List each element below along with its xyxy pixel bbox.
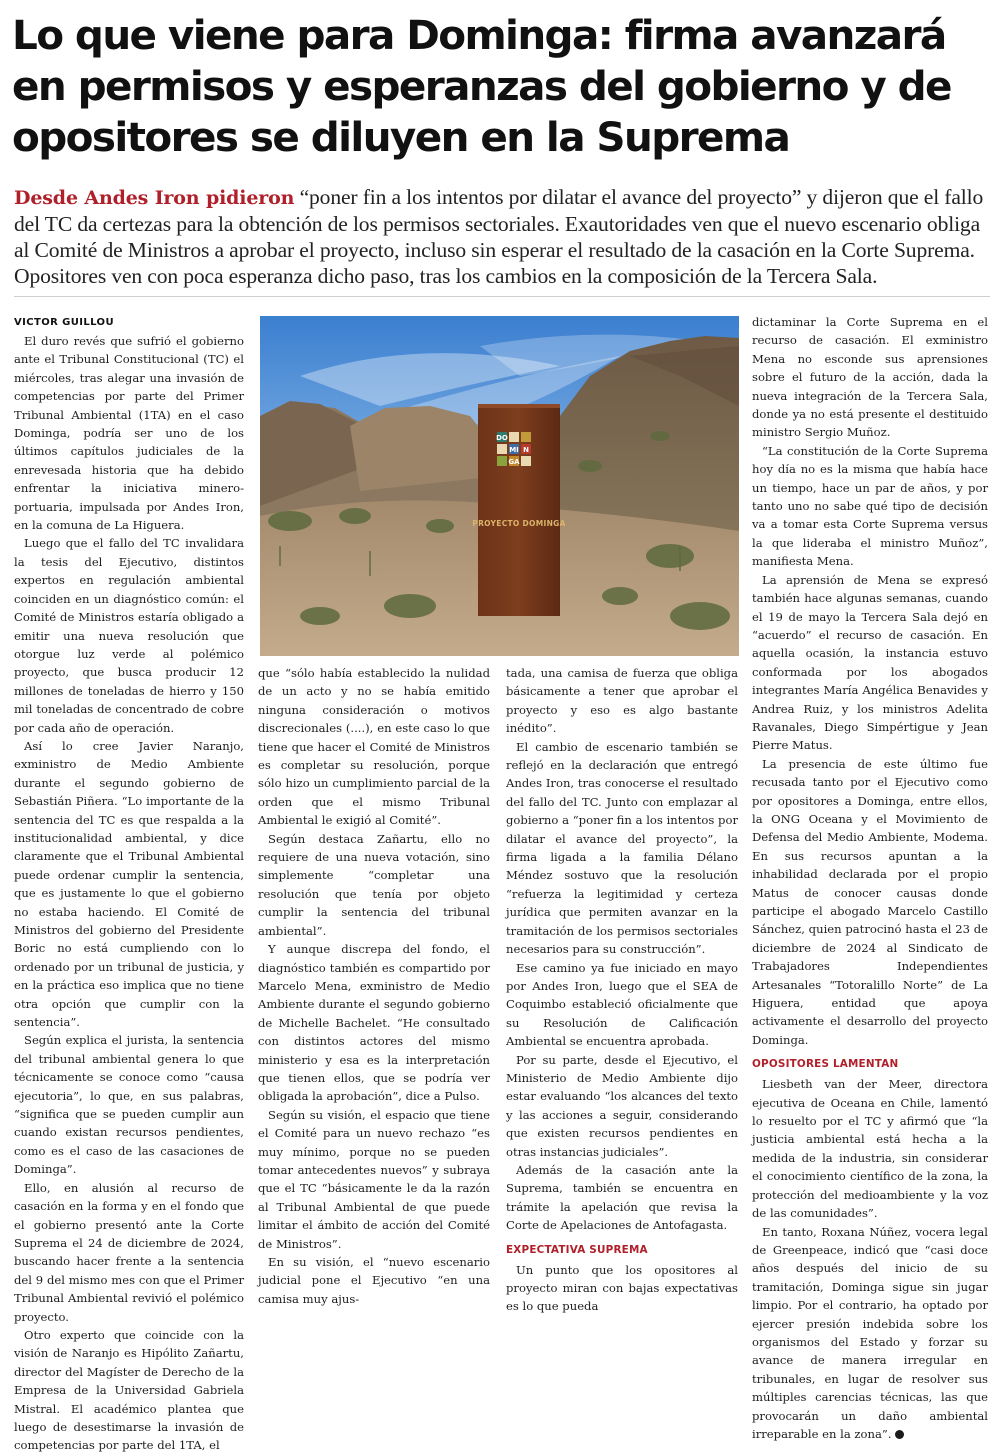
headline: Lo que viene para Dominga: firma avanzará en permisos y esperanzas del gobierno y de opositores se diluyen en la Suprema [12,11,951,161]
paragraph: Ese camino ya fue iniciado en mayo por Andes Iron, luego que el SEA de Coquimbo estableció oficialmente que su Resolución de Calificación Ambiental se encuentra aprobada. [506,960,738,1049]
paragraph: Así lo cree Javier Naranjo, exministro de Medio Ambiente durante el segundo gobierno de Sebastián Piñera. “Lo importante de la sentencia del TC es que respalda a la institucionalidad ambiental, y dice claramente que el Tribunal Ambiental puede ordenar cumplir la sentencia, que es justamente lo que el gobierno no estaba haciendo. El Comité de Ministros del gobierno del Presidente Boric no está cumpliendo con lo ordenado por un tribunal de justicia, y en la práctica eso implica que no tiene otra opción que cumplir con la sentencia”. [14,738,244,1030]
paragraph: Y aunque discrepa del fondo, el diagnóstico también es compartido por Marcelo Mena, exministro de Medio Ambiente durante el segundo gobierno de Michelle Bachelet. “He consultado con distintos actores del mismo ministerio y esa es la interpretación que tienen ellos, que se podría ver obligada la aprobación”, dice a Pulso. [258,942,490,1104]
paragraph: Otro experto que coincide con la visión de Naranjo es Hipólito Zañartu, director del Magíster de Derecho de la Empresa de la Universidad Gabriela Mistral. El académico plantea que luego de desestimarse la invasión de competencias por parte del 1TA, el [14,1327,244,1453]
paragraph: “La constitución de la Corte Suprema hoy día no es la misma que había hace un tiempo, hace un par de años, y por tanto uno no sabe qué tipo de decisión va a tomar esta Corte Suprema versus la que lideraba el ministro Muñoz”, manifiesta Mena. [752,443,988,569]
paragraph: Según su visión, el espacio que tiene el Comité para un nuevo rechazo “es muy mínimo, porque no se pueden tomar antecedentes nuevos” y subraya que el TC “básicamente le da la razón al Tribunal Ambiental de que puede limitar el ámbito de acción del Comité de Ministros”. [258,1107,490,1251]
byline: VICTOR GUILLOU [14,317,114,328]
article-photo [260,316,739,656]
subhead-opositores: OPOSITORES LAMENTAN [752,1058,899,1071]
paragraph: La presencia de este último fue recusada tanto por el Ejecutivo como por opositores a Dominga, entre ellos, la ONG Oceana y el Movimiento de Defensa del Medio Ambiente, Modema. En sus recursos apuntan a la inhabilidad declarada por el propio Matus de conocer causas donde participe el abogado Marcelo Castillo Sánchez, quien patrocinó hasta el 23 de diciembre de 2024 al Sindicato de Trabajadores Independientes Artesanales “Totoralillo Norte” de La Higuera, entidad que apoya activamente el desarrollo del proyecto Dominga. [752,756,988,1047]
paragraph: En su visión, el “nuevo escenario judicial pone el Ejecutivo “en una camisa muy ajus- [258,1255,490,1306]
article-column-3 [506,664,738,1314]
paragraph: tada, una camisa de fuerza que obliga básicamente a tener que aprobar el proyecto y eso es algo bastante inédito”. [506,666,738,736]
lead-paragraph [14,184,990,289]
paragraph: La aprensión de Mena se expresó también hace algunas semanas, cuando el 19 de mayo la Tercera Sala dejó en “acuerdo” el recurso de casación. En aquella ocasión, la instancia estuvo conformada por los abogados integrantes María Angélica Benavides y Andrea Ruiz, y los ministros Adelita Ravanales, Diego Simpértigue y Jean Pierre Matus. [752,572,988,753]
lead-kicker: Desde Andes Iron pidieron [14,187,295,209]
photo-landscape [260,316,739,656]
paragraph: Ello, en alusión al recurso de casación en la forma y en el fondo que el gobierno presentó ante la Corte Suprema el 24 de diciembre de 2024, buscando hacer frente a la sentencia del 9 del mismo mes con que el Primer Tribunal Ambiental revivió el polémico proyecto. [14,1180,244,1324]
paragraph: Según destaca Zañartu, ello no requiere de una nueva votación, sino simplemente “completar una resolución que tenía por objeto cumplir la sentencia del tribunal ambiental”. [258,831,490,938]
paragraph-text: En tanto, Roxana Núñez, vocera legal de Greenpeace, indicó que “casi doce años después del inicio de su tramitación, Dominga sigue sin jugar limpio. Por el contrario, ha optado por ejercer presión indebida sobre los organismos del Estado y forzar su avance de manera irregular en tribunales, en lugar de resolver sus múltiples carencias técnicas, las que provocarán un daño ambiental irreparable en la zona”. [752,1224,988,1441]
lead-text: “poner fin a los intentos por dilatar el avance del proyecto” y dijeron que el fallo del TC da certezas para la obtención de los permisos sectoriales. Exautoridades ven que el nuevo escenario obliga al Comité de Ministros a aprobar el proyecto, incluso sin esperar el resultado de la casación en la Corte Suprema. Opositores ven con poca esperanza dicho paso, tras los cambios en la composición de la Tercera Sala. [14,185,984,288]
sign-letter: GA [508,458,520,466]
divider [14,296,990,297]
article-column-1 [14,315,244,1453]
sign-letter: N [523,446,529,454]
paragraph: Liesbeth van der Meer, directora ejecutiva de Oceana en Chile, lamentó lo resuelto por el TC y afirmó que “la justicia ambiental está hecha a la medida de la industria, sin considerar el conocimiento científico de la zona, la protección del medioambiente y la voz de las comunidades”. [752,1077,988,1221]
paragraph: El duro revés que sufrió el gobierno ante el Tribunal Constitucional (TC) el miércoles, tras alegar una invasión de competencias por parte del Primer Tribunal Ambiental (1TA) en el caso Dominga, podría ser uno de los últimos capítulos judiciales de la enrevesada historia que ha debido enfrentar la iniciativa minero-portuaria, impulsada por Andes Iron, en la comuna de La Higuera. [14,334,244,533]
paragraph: que “sólo había establecido la nulidad de un acto y no se había emitido ninguna consideración o motivos discrecionales (....), en este caso lo que tiene que hacer el Comité de Ministros es completar su resolución, porque sólo hizo un cumplimiento parcial de la orden que el mismo Tribunal Ambiental le exigió al Comité”. [258,666,490,828]
sign-letter: MI [509,446,519,454]
paragraph: Un punto que los opositores al proyecto miran con bajas expectativas es lo que pueda [506,1262,738,1314]
sign-text: PROYECTO DOMINGA [472,519,566,528]
paragraph: Por su parte, desde el Ejecutivo, el Ministerio de Medio Ambiente dijo estar evaluando “los alcances del texto y las acciones a seguir, considerando que existen recursos pendientes en otras instancias judiciales”. [506,1052,738,1159]
article-column-4 [752,313,988,1441]
end-of-article-icon [895,1430,904,1439]
subhead-expectativa: EXPECTATIVA SUPREMA [506,1243,648,1256]
paragraph: Según explica el jurista, la sentencia del tribunal ambiental genera lo que técnicamente se conoce como “causa ejecutoria”, lo que, en sus palabras, “significa que se pueden cumplir aun cuando existan recursos pendientes, como es el caso de las casaciones de Dominga”. [14,1033,244,1177]
paragraph: dictaminar la Corte Suprema en el recurso de casación. El exministro Mena no esconde sus aprensiones sobre el futuro de la acción, dada la nueva integración de la Tercera Sala, donde ya no está presente el destituido ministro Sergio Muñoz. [752,315,988,440]
paragraph [752,1223,988,1444]
sign-letter: DO [496,434,508,442]
article-column-2 [258,664,490,1306]
paragraph: El cambio de escenario también se reflejó en la declaración que entregó Andes Iron, tras conocerse el resultado del fallo del TC. Junto con emplazar al gobierno a “poner fin a los intentos por dilatar el avance del proyecto”, la firma ligada a la familia Délano Méndez sostuvo que la resolución “refuerza la legitimidad y certeza jurídica que permiten avanzar en la tramitación de los permisos sectoriales necesarios para su construcción”. [506,739,738,957]
paragraph: Luego que el fallo del TC invalidara la tesis del Ejecutivo, distintos expertos en regulación ambiental coinciden en un diagnóstico común: el Comité de Ministros estaría obligado a emitir una nueva resolución que otorgue luz verde al polémico proyecto, que busca producir 12 millones de toneladas de hierro y 150 mil toneladas de concentrado de cobre por cada año de operación. [14,536,244,735]
paragraph: Además de la casación ante la Suprema, también se encuentra en trámite la apelación que revisa la Corte de Apelaciones de Antofagasta. [506,1162,738,1233]
